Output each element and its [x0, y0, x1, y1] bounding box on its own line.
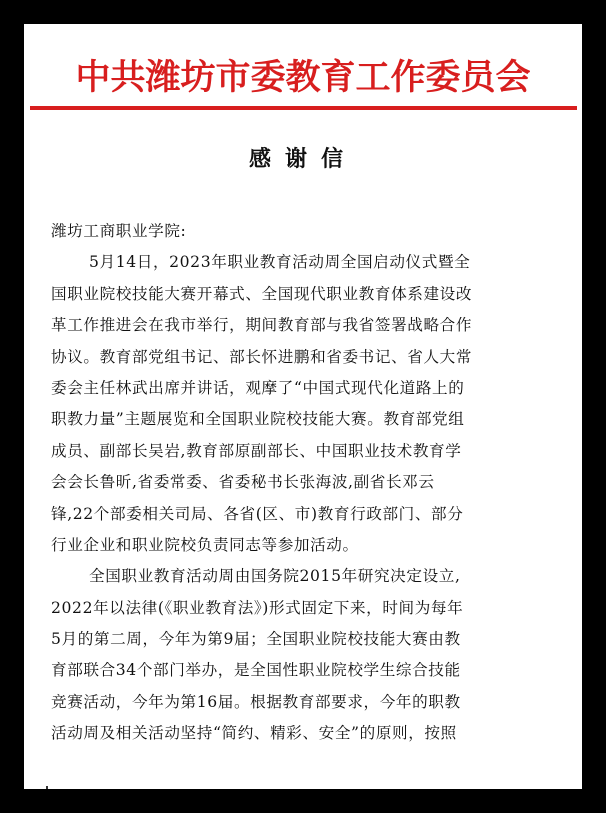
paragraph-line: 2022年以法律(《职业教育法》)形式固定下来，时间为每年: [51, 598, 464, 617]
paragraph-line: 全国职业教育活动周由国务院2015年研究决定设立,: [89, 567, 461, 586]
page-edge-mark: [46, 786, 48, 789]
paragraph-line: 竞赛活动，今年为第16届。根据教育部要求，今年的职教: [51, 692, 461, 711]
paragraph-line: 5月14日，2023年职业教育活动周全国启动仪式暨全: [89, 253, 471, 272]
paragraph-line: 协议。教育部党组书记、部长怀进鹏和省委书记、省人大常: [51, 347, 473, 366]
paragraph-line: 育部联合34个部门举办，是全国性职业院校学生综合技能: [51, 661, 461, 680]
paragraph-line: 5月的第二周，今年为第9届；全国职业院校技能大赛由教: [51, 630, 461, 649]
paragraph-line: 成员、副部长吴岩,教育部原副部长、中国职业技术教育学: [51, 441, 462, 460]
letter-title: 感谢信: [248, 146, 357, 172]
paragraph-line: 活动周及相关活动坚持“简约、精彩、安全”的原则，按照: [51, 724, 457, 743]
paragraph-line: 会会长鲁昕,省委常委、省委秘书长张海波,副省长邓云: [51, 473, 435, 492]
red-header-rule: [30, 106, 577, 110]
letter-body: [51, 216, 557, 750]
paragraph-line: 行业企业和职业院校负责同志等参加活动。: [51, 535, 359, 554]
paragraph-line: 职教力量”主题展览和全国职业院校技能大赛。教育部党组: [51, 410, 465, 429]
letter-page: [24, 24, 582, 789]
issuer-masthead: 中共潍坊市委教育工作委员会: [75, 58, 531, 98]
paragraph-line: 革工作推进会在我市举行，期间教育部与我省签署战略合作: [51, 316, 473, 335]
paragraph-line: 国职业院校技能大赛开幕式、全国现代职业教育体系建设改: [51, 284, 473, 303]
paragraph-line: 委会主任林武出席并讲话，观摩了“中国式现代化道路上的: [51, 378, 465, 397]
salutation: 潍坊工商职业学院:: [51, 222, 187, 240]
paragraph-line: 锋,22个部委相关司局、各省(区、市)教育行政部门、部分: [51, 504, 464, 523]
